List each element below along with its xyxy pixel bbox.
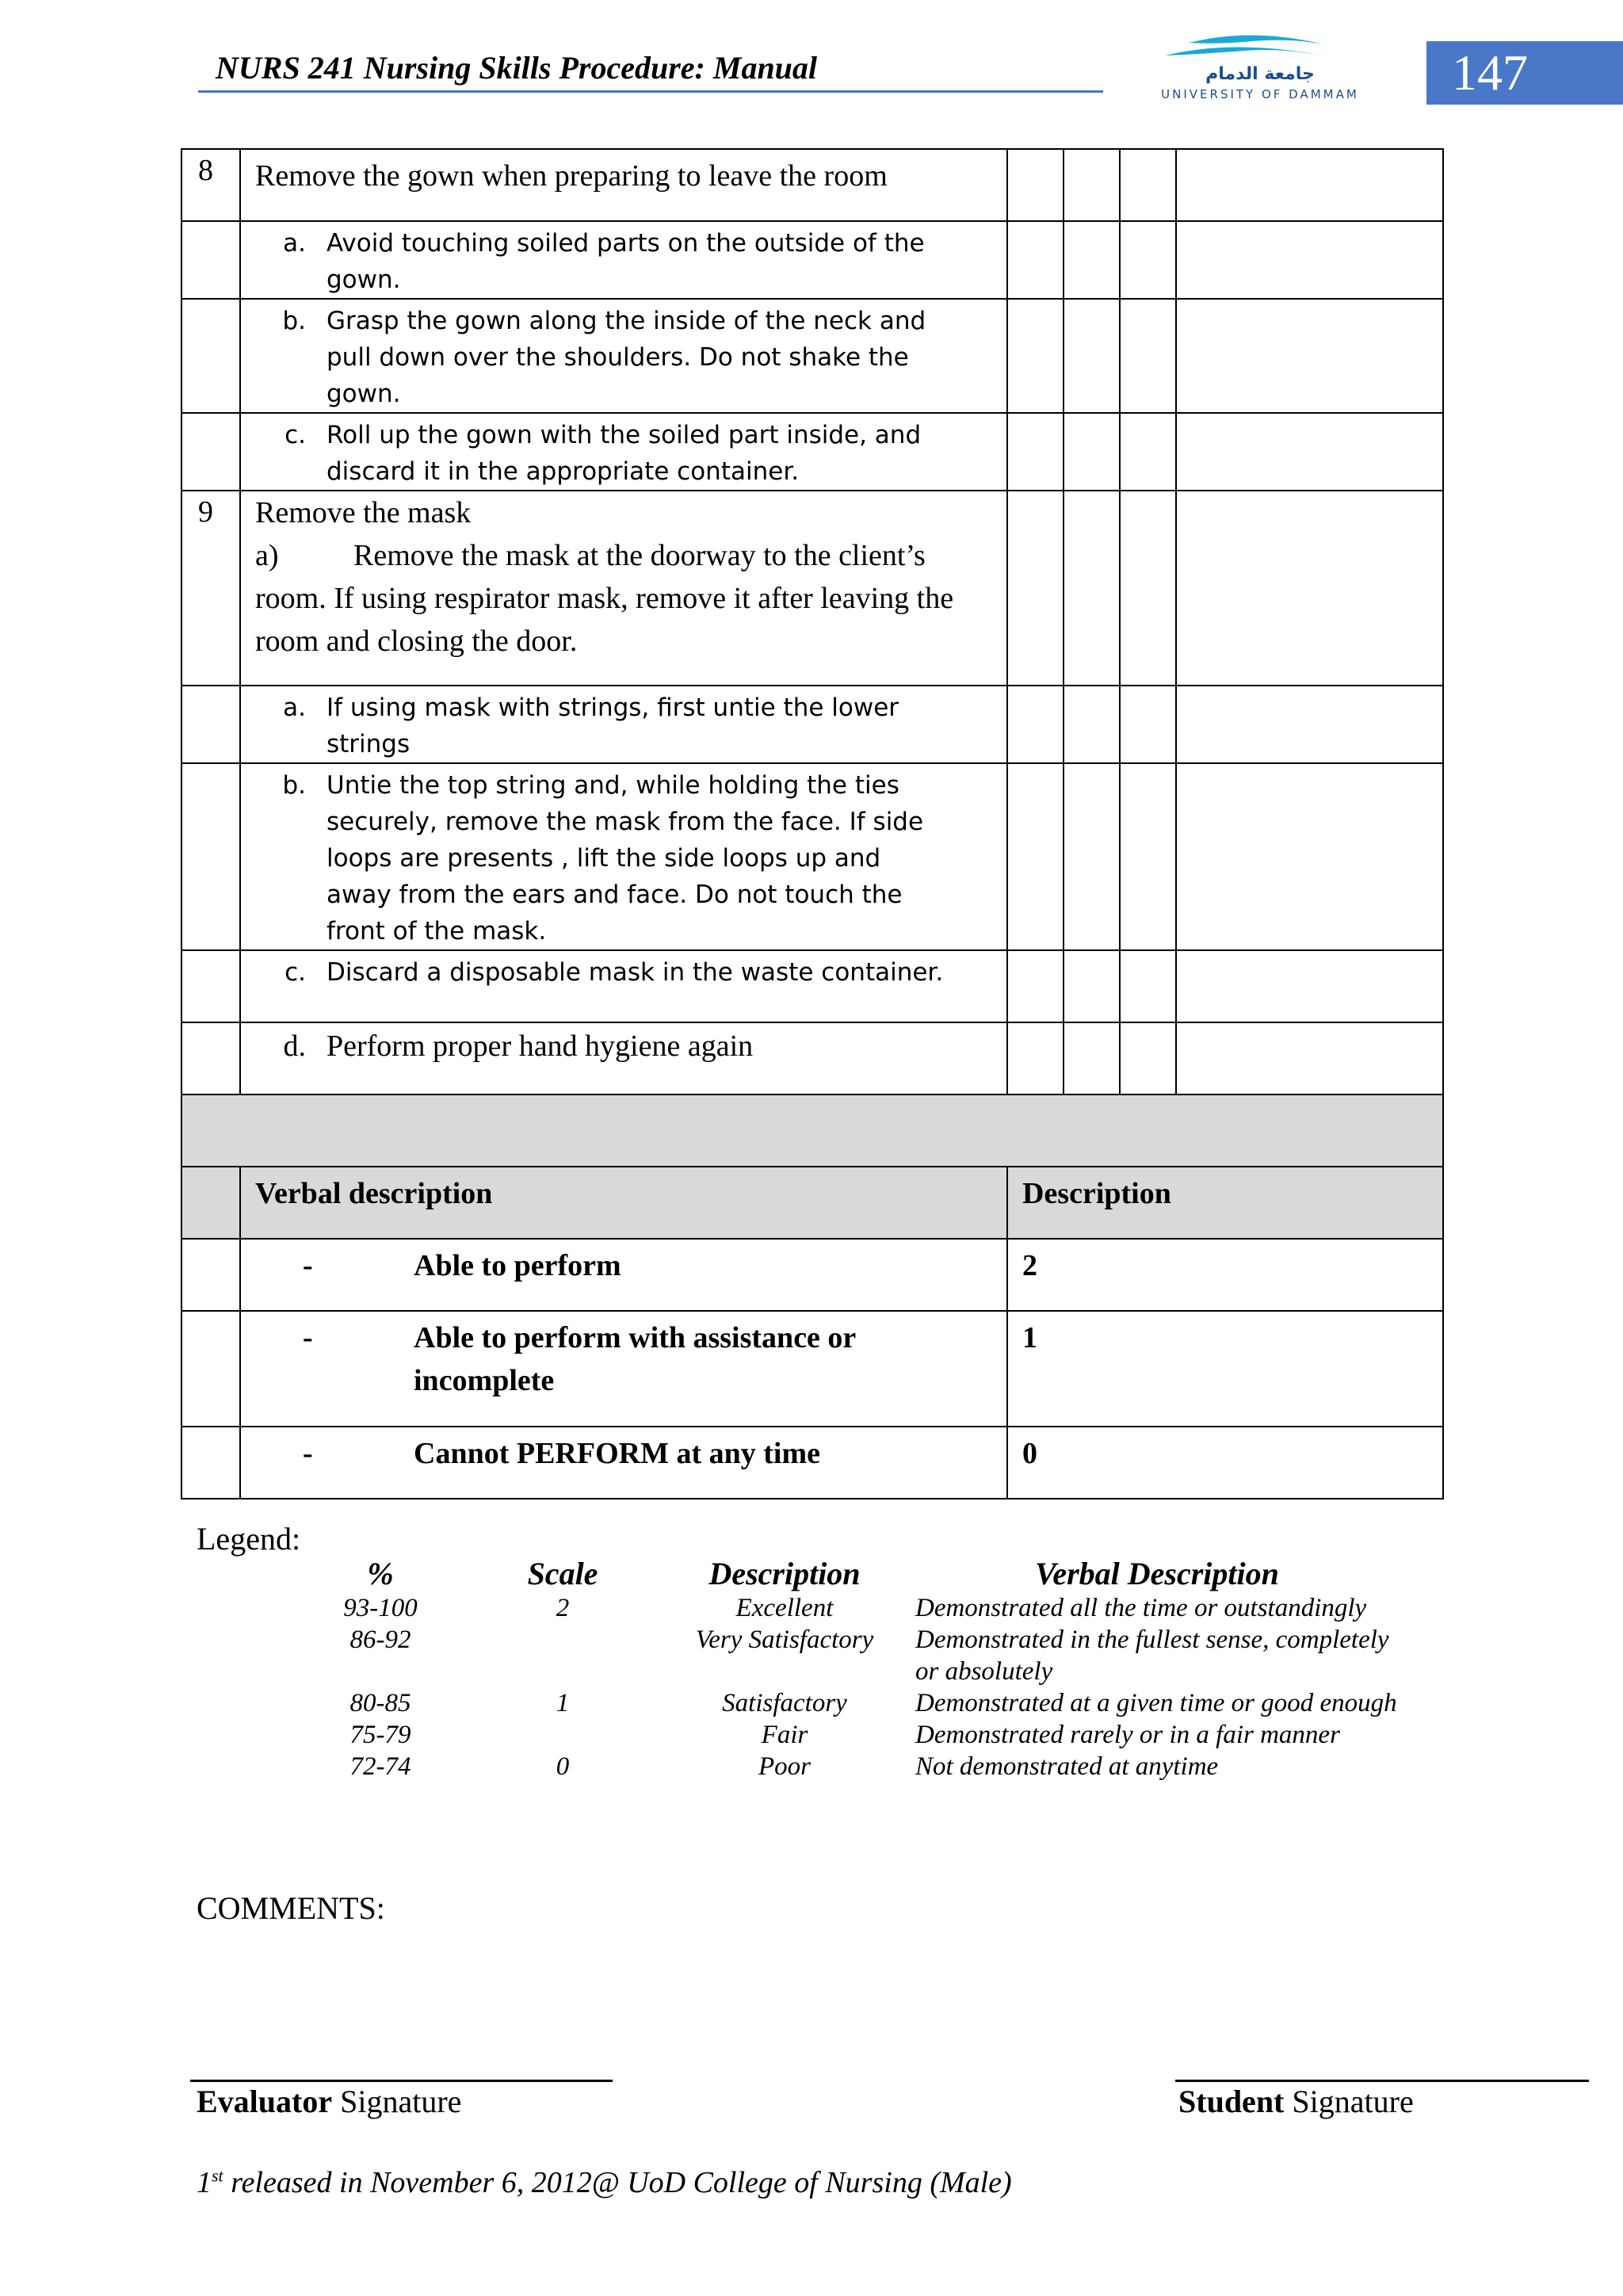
table-row: [181, 1022, 1443, 1095]
procedure-checklist-table: [181, 148, 1444, 1499]
header-rule: [198, 90, 1103, 93]
substep: b. Untie the top string and, while holding the ties securely, remove the mask from the face. If side loops are presents , lift the side loops up and away from the ears and face. Do not touch the front of the mask.: [240, 763, 1007, 950]
legend-header-pct: %: [367, 1556, 394, 1591]
substep: a. If using mask with strings, first untie the lower strings: [240, 686, 1007, 763]
table-row: [181, 221, 1443, 299]
score-cell[interactable]: [1064, 950, 1120, 1022]
score-cell[interactable]: [1064, 299, 1120, 413]
substep: d. Perform proper hand hygiene again: [240, 1022, 1007, 1095]
comments-label: COMMENTS:: [197, 1890, 385, 1926]
table-row: [181, 763, 1443, 950]
rating-row: - Able to perform with assistance or incomplete 1: [181, 1311, 1443, 1427]
evaluator-signature-label: Evaluator Signature: [197, 2084, 462, 2119]
score-cell[interactable]: [1007, 299, 1064, 413]
university-logo: [1133, 27, 1395, 106]
score-cell[interactable]: [1064, 149, 1120, 221]
score-cell[interactable]: [1007, 221, 1064, 299]
substep: c. Roll up the gown with the soiled part inside, and discard it in the appropriate container.: [240, 413, 1007, 491]
score-cell[interactable]: [1120, 950, 1176, 1022]
student-signature-line[interactable]: [1175, 2080, 1589, 2082]
legend-label: Legend:: [197, 1521, 301, 1557]
table-row: [181, 149, 1443, 221]
table-row: [181, 491, 1443, 686]
score-cell[interactable]: [1064, 491, 1120, 686]
legend-row: 75-79 Fair Demonstrated rarely or in a fair manner: [349, 1721, 1340, 1749]
score-cell[interactable]: [1120, 491, 1176, 686]
evaluator-signature-line[interactable]: [190, 2080, 613, 2082]
score-cell[interactable]: [1120, 413, 1176, 491]
score-cell[interactable]: [1064, 686, 1120, 763]
legend-header-scale: Scale: [527, 1556, 598, 1591]
step-text: Remove the mask a) Remove the mask at the doorway to the client’s room. If using respirator mask, remove it after leaving the room and closing the door.: [240, 491, 1007, 686]
score-cell[interactable]: [1007, 950, 1064, 1022]
student-signature-label: Student Signature: [1178, 2084, 1414, 2119]
legend-header-desc: Description: [708, 1556, 861, 1591]
remarks-cell[interactable]: [1176, 491, 1443, 686]
substep: c. Discard a disposable mask in the waste container.: [240, 950, 1007, 1022]
step-number: 9: [181, 491, 240, 686]
remarks-cell[interactable]: [1176, 413, 1443, 491]
manual-title: NURS 241 Nursing Skills Procedure: Manual: [216, 50, 818, 86]
remarks-cell[interactable]: [1176, 221, 1443, 299]
table-row: [181, 950, 1443, 1022]
score-cell[interactable]: [1064, 1022, 1120, 1095]
remarks-cell[interactable]: [1176, 950, 1443, 1022]
remarks-cell[interactable]: [1176, 763, 1443, 950]
legend-table: [313, 1556, 1399, 1782]
score-cell[interactable]: [1007, 686, 1064, 763]
verbal-description-header: Verbal description: [240, 1167, 1007, 1239]
table-row: [181, 299, 1443, 413]
table-row: [181, 1095, 1443, 1167]
score-cell[interactable]: [1120, 149, 1176, 221]
score-cell[interactable]: [1120, 221, 1176, 299]
table-row: [181, 413, 1443, 491]
page-number: 147: [1452, 44, 1528, 101]
score-cell[interactable]: [1007, 413, 1064, 491]
remarks-cell[interactable]: [1176, 686, 1443, 763]
score-cell[interactable]: [1007, 491, 1064, 686]
score-cell[interactable]: [1064, 413, 1120, 491]
legend-header-verbal: Verbal Description: [1035, 1556, 1279, 1591]
legend-row: 72-74 0 Poor Not demonstrated at anytime: [349, 1752, 1219, 1781]
remarks-cell[interactable]: [1176, 1022, 1443, 1095]
step-number: 8: [181, 149, 240, 221]
release-footer: 1st released in November 6, 2012@ UoD College of Nursing (Male): [197, 2165, 1012, 2199]
legend-row: 93-100 2 Excellent Demonstrated all the time or outstandingly: [343, 1594, 1367, 1622]
score-cell[interactable]: [1064, 763, 1120, 950]
score-cell[interactable]: [1120, 763, 1176, 950]
score-cell[interactable]: [1007, 149, 1064, 221]
step-text: Remove the gown when preparing to leave the room: [240, 149, 1007, 221]
score-cell[interactable]: [1007, 1022, 1064, 1095]
score-cell[interactable]: [1064, 221, 1120, 299]
table-row: [181, 686, 1443, 763]
description-header: Description: [1007, 1167, 1443, 1239]
rating-value: 0: [1007, 1427, 1443, 1499]
substep: a. Avoid touching soiled parts on the outside of the gown.: [240, 221, 1007, 299]
remarks-cell[interactable]: [1176, 149, 1443, 221]
rating-header-row: [181, 1167, 1443, 1239]
legend-row: 80-85 1 Satisfactory Demonstrated at a given time or good enough: [349, 1689, 1397, 1717]
remarks-cell[interactable]: [1176, 299, 1443, 413]
rating-value: 1: [1007, 1311, 1443, 1427]
score-cell[interactable]: [1007, 763, 1064, 950]
rating-value: 2: [1007, 1239, 1443, 1311]
rating-row: - Cannot PERFORM at any time 0: [181, 1427, 1443, 1499]
score-cell[interactable]: [1120, 1022, 1176, 1095]
rating-row: - Able to perform 2: [181, 1239, 1443, 1311]
separator-row: [181, 1095, 1443, 1167]
score-cell[interactable]: [1120, 686, 1176, 763]
score-cell[interactable]: [1120, 299, 1176, 413]
svg-text:UNIVERSITY OF DAMMAM: UNIVERSITY OF DAMMAM: [1161, 87, 1359, 101]
svg-text:ﺟﺎﻣﻌﺔ اﻟﺪﻣﺎم: ﺟﺎﻣﻌﺔ اﻟﺪﻣﺎم: [1205, 64, 1315, 84]
substep: b. Grasp the gown along the inside of the neck and pull down over the shoulders. Do not shake the gown.: [240, 299, 1007, 413]
legend-row: 86-92 Very Satisfactory Demonstrated in the fullest sense, completely or absolutely: [349, 1626, 1389, 1686]
